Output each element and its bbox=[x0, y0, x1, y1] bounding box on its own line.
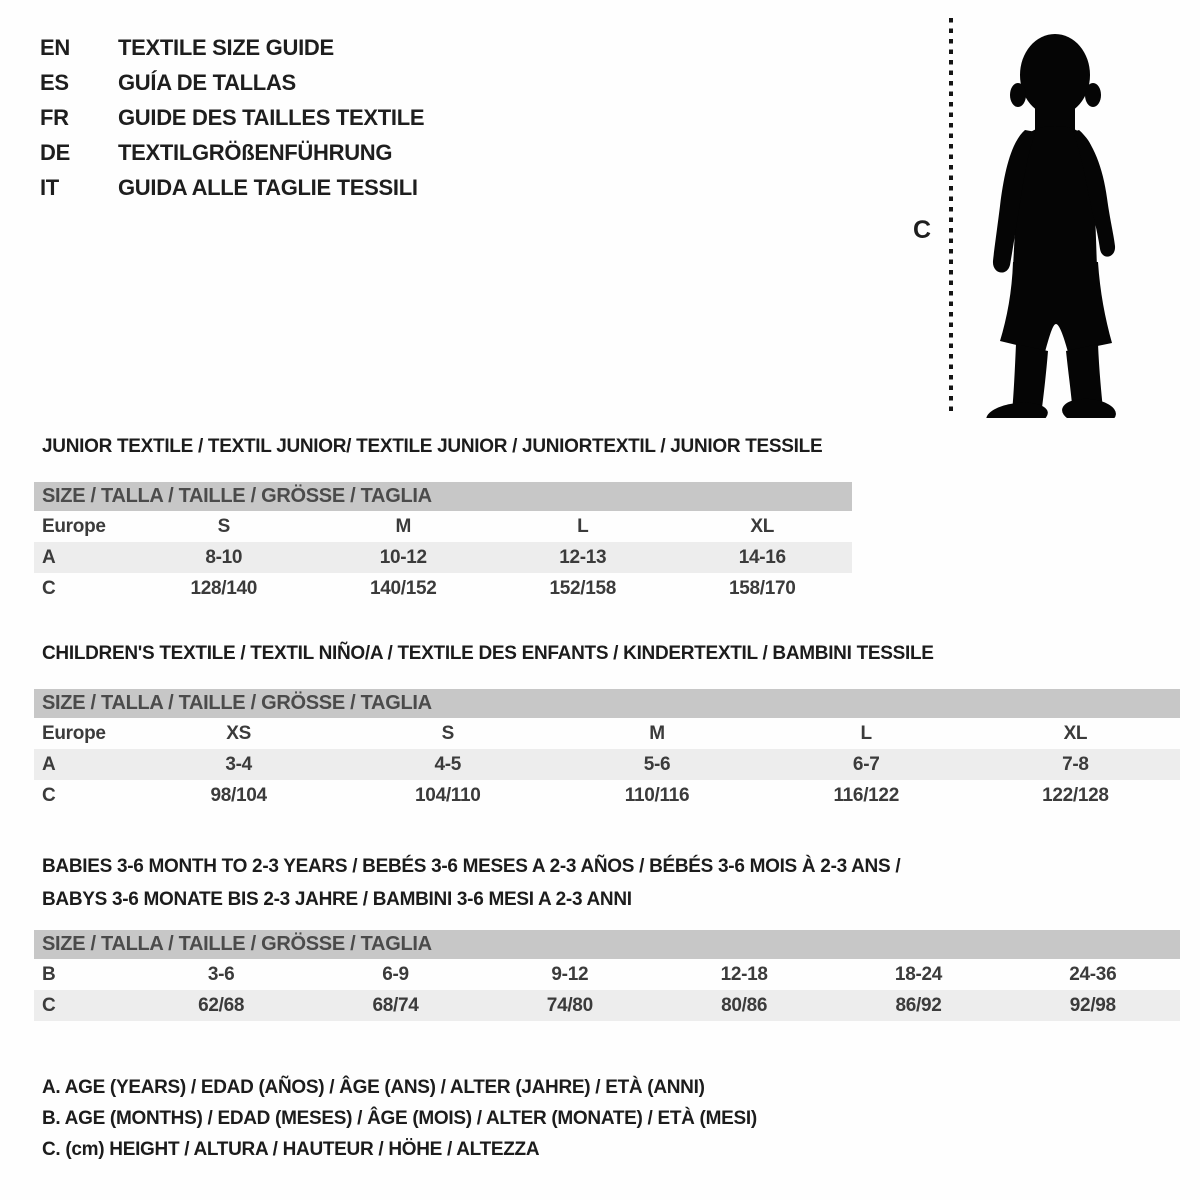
legend-line-c: C. (cm) HEIGHT / ALTURA / HAUTEUR / HÖHE / ALTEZZA bbox=[42, 1139, 540, 1160]
cell: 122/128 bbox=[1042, 785, 1109, 806]
language-code-de: DE bbox=[40, 139, 70, 165]
children-row-age bbox=[34, 749, 1180, 780]
cell: M bbox=[395, 516, 412, 537]
guide-title-en: TEXTILE SIZE GUIDE bbox=[118, 34, 334, 60]
cell: 14-16 bbox=[738, 547, 786, 568]
cell: 10-12 bbox=[379, 547, 427, 568]
cell: 62/68 bbox=[198, 995, 245, 1016]
children-size-header: SIZE / TALLA / TAILLE / GRÖSSE / TAGLIA bbox=[34, 689, 1180, 718]
language-code-es: ES bbox=[40, 69, 69, 95]
babies-size-header: SIZE / TALLA / TAILLE / GRÖSSE / TAGLIA bbox=[34, 930, 1180, 959]
babies-section-title-line1: BABIES 3-6 MONTH TO 2-3 YEARS / BEBÉS 3-6 MESES A 2-3 AÑOS / BÉBÉS 3-6 MOIS À 2-3 ANS / bbox=[42, 856, 901, 877]
language-row-de bbox=[40, 135, 424, 170]
cell: 4-5 bbox=[434, 754, 462, 775]
row-label: A bbox=[42, 547, 56, 568]
cell: S bbox=[441, 723, 454, 744]
babies-section-title bbox=[42, 850, 900, 916]
babies-section-title-line2: BABYS 3-6 MONATE BIS 2-3 JAHRE / BAMBINI 3-6 MESI A 2-3 ANNI bbox=[42, 889, 632, 910]
cell: 158/170 bbox=[728, 578, 796, 599]
row-label: C bbox=[42, 785, 56, 806]
cell: 74/80 bbox=[546, 995, 593, 1016]
language-row-es bbox=[40, 65, 424, 100]
row-label: Europe bbox=[42, 516, 106, 537]
guide-title-it: GUIDA ALLE TAGLIE TESSILI bbox=[118, 174, 418, 200]
cell: 80/86 bbox=[721, 995, 768, 1016]
language-row-it bbox=[40, 170, 424, 205]
cell: 92/98 bbox=[1069, 995, 1116, 1016]
cell: S bbox=[217, 516, 230, 537]
cell: 98/104 bbox=[210, 785, 267, 806]
cell: 8-10 bbox=[205, 547, 243, 568]
height-dashed-line bbox=[949, 18, 953, 416]
cell: 3-4 bbox=[225, 754, 252, 775]
cell: 5-6 bbox=[643, 754, 671, 775]
toddler-silhouette-icon bbox=[967, 18, 1147, 418]
junior-row-europe bbox=[34, 511, 852, 542]
cell: 86/92 bbox=[895, 995, 942, 1016]
junior-section-title: JUNIOR TEXTILE / TEXTIL JUNIOR/ TEXTILE JUNIOR / JUNIORTEXTIL / JUNIOR TESSILE bbox=[42, 436, 823, 457]
row-label: A bbox=[42, 754, 56, 775]
language-code-fr: FR bbox=[40, 104, 69, 130]
cell: 18-24 bbox=[894, 964, 943, 985]
language-code-en: EN bbox=[40, 34, 70, 60]
language-row-fr bbox=[40, 100, 424, 135]
cell: 6-9 bbox=[382, 964, 409, 985]
height-measure-label: C bbox=[913, 216, 931, 244]
guide-title-de: TEXTILGRÖßENFÜHRUNG bbox=[118, 139, 393, 165]
cell: 128/140 bbox=[190, 578, 258, 599]
cell: M bbox=[649, 723, 665, 744]
cell: 152/158 bbox=[549, 578, 617, 599]
babies-row-height bbox=[34, 990, 1180, 1021]
children-section-title: CHILDREN'S TEXTILE / TEXTIL NIÑO/A / TEXTILE DES ENFANTS / KINDERTEXTIL / BAMBINI TESSILE bbox=[42, 643, 934, 664]
legend-line-a: A. AGE (YEARS) / EDAD (AÑOS) / ÂGE (ANS) / ALTER (JAHRE) / ETÀ (ANNI) bbox=[42, 1077, 705, 1098]
cell: L bbox=[860, 723, 872, 744]
row-label: C bbox=[42, 578, 56, 599]
cell: 140/152 bbox=[369, 578, 437, 599]
babies-row-months bbox=[34, 959, 1180, 990]
legend-line-b: B. AGE (MONTHS) / EDAD (MESES) / ÂGE (MOIS) / ALTER (MONATE) / ETÀ (MESI) bbox=[42, 1108, 757, 1129]
cell: XL bbox=[1063, 723, 1088, 744]
children-row-height bbox=[34, 780, 1180, 811]
cell: 104/110 bbox=[415, 785, 481, 806]
cell: 68/74 bbox=[372, 995, 419, 1016]
language-title-list bbox=[40, 30, 424, 205]
cell: 7-8 bbox=[1062, 754, 1089, 775]
babies-size-table bbox=[34, 930, 1180, 1021]
cell: 12-18 bbox=[720, 964, 768, 985]
children-size-table bbox=[34, 689, 1180, 811]
cell: 9-12 bbox=[551, 964, 589, 985]
guide-title-es: GUÍA DE TALLAS bbox=[118, 69, 296, 95]
cell: 3-6 bbox=[207, 964, 235, 985]
height-measure-figure bbox=[905, 14, 1165, 426]
cell: 110/116 bbox=[624, 785, 690, 806]
junior-size-table bbox=[34, 482, 852, 604]
cell: 12-13 bbox=[559, 547, 607, 568]
cell: 116/122 bbox=[833, 785, 899, 806]
cell: XL bbox=[750, 516, 775, 537]
children-row-europe bbox=[34, 718, 1180, 749]
cell: 24-36 bbox=[1069, 964, 1117, 985]
cell: L bbox=[577, 516, 589, 537]
row-label: Europe bbox=[42, 723, 106, 744]
cell: XS bbox=[226, 723, 251, 744]
cell: 6-7 bbox=[852, 754, 880, 775]
row-label: B bbox=[42, 964, 56, 985]
junior-row-height bbox=[34, 573, 852, 604]
language-row-en bbox=[40, 30, 424, 65]
junior-row-age bbox=[34, 542, 852, 573]
language-code-it: IT bbox=[40, 174, 59, 200]
legend bbox=[42, 1072, 757, 1165]
junior-size-header: SIZE / TALLA / TAILLE / GRÖSSE / TAGLIA bbox=[34, 482, 852, 511]
row-label: C bbox=[42, 995, 56, 1016]
guide-title-fr: GUIDE DES TAILLES TEXTILE bbox=[118, 104, 425, 130]
